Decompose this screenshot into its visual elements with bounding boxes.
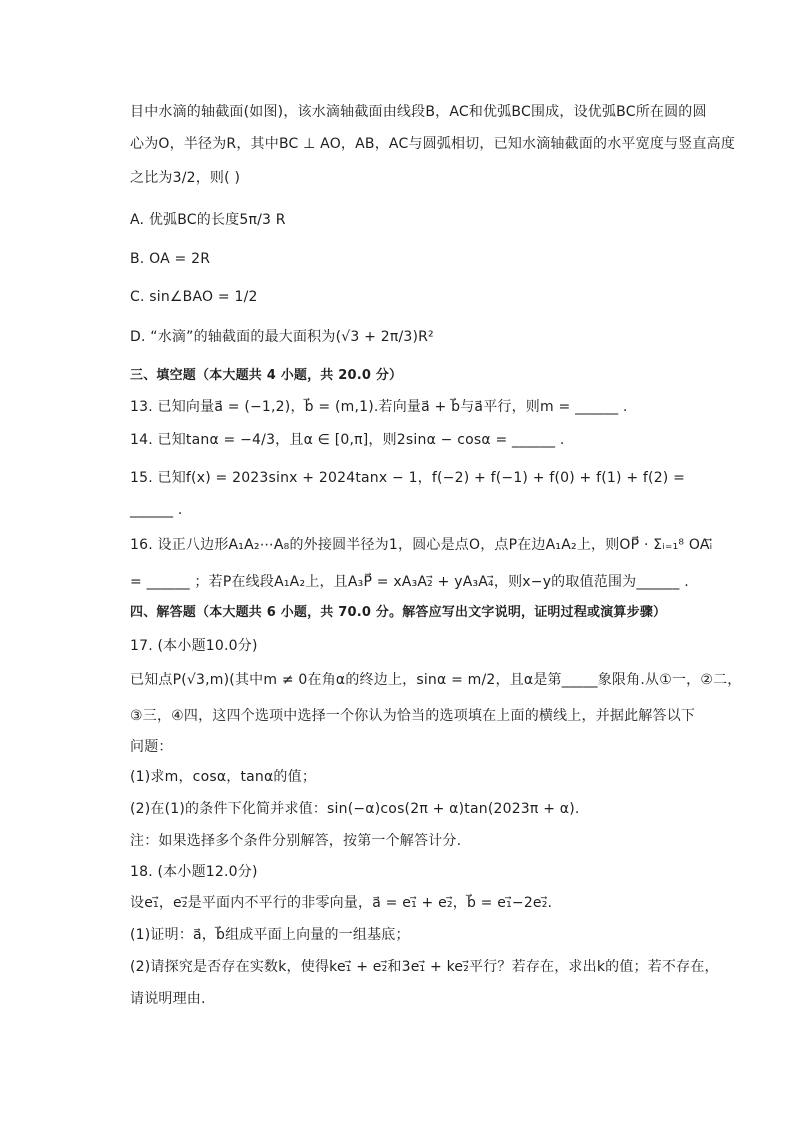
problem-17-line-3: 问题：: [130, 739, 173, 755]
problem-17-part-1: (1)求m，cosα，tanα的值；: [130, 769, 317, 785]
option-a: A. 优弧BC的长度5π/3 R: [130, 212, 286, 228]
problem-13: 13. 已知向量a⃗ = (−1,2)，b⃗ = (m,1).若向量a⃗ + b⃗与a⃗平行，则m = ______ .: [130, 399, 628, 415]
problem-14: 14. 已知tanα = −4/3，且α ∈ [0,π]，则2sinα − cosα = ______ .: [130, 432, 565, 448]
option-b: B. OA = 2R: [130, 251, 211, 267]
option-c: C. sin∠BAO = 1/2: [130, 289, 258, 305]
problem-15-line-1: 15. 已知f(x) = 2023sinx + 2024tanx − 1，f(−2) + f(−1) + f(0) + f(1) + f(2) =: [130, 470, 686, 486]
section-heading-fill-in: 三、填空题（本大题共 4 小题，共 20.0 分）: [130, 368, 403, 383]
problem-12-text-line-3: 之比为3/2，则( ): [130, 170, 241, 186]
problem-15-line-2: ______ .: [130, 502, 183, 518]
option-d: D. “水滴”的轴截面的最大面积为(√3 + 2π/3)R²: [130, 329, 434, 345]
problem-16-line-2: = ______ ；若P在线段A₁A₂上，且A₃P⃗ = xA₃A₂⃗ + yA₃A₄⃗，则x−y的取值范围为______ .: [130, 574, 689, 590]
problem-18-header: 18. (本小题12.0分): [130, 864, 258, 880]
section-heading-solutions: 四、解答题（本大题共 6 小题，共 70.0 分。解答应写出文字说明，证明过程或演算步骤）: [130, 605, 667, 620]
problem-17-line-2: ③三，④四，这四个选项中选择一个你认为恰当的选项填在上面的横线上，并据此解答以下: [130, 708, 696, 724]
problem-17-header: 17. (本小题10.0分): [130, 638, 258, 654]
problem-16-line-1: 16. 设正八边形A₁A₂⋯A₈的外接圆半径为1，圆心是点O，点P在边A₁A₂上，则OP⃗ · Σᵢ₌₁⁸ OAᵢ⃗: [130, 537, 713, 553]
problem-17-part-2: (2)在(1)的条件下化简并求值：sin(−α)cos(2π + α)tan(2023π + α).: [130, 801, 580, 817]
problem-18-line-1: 设e₁⃗，e₂⃗是平面内不平行的非零向量，a⃗ = e₁⃗ + e₂⃗，b⃗ = e₁⃗−2e₂⃗.: [130, 895, 553, 911]
problem-12-text-line-2: 心为O，半径为R，其中BC ⊥ AO，AB，AC与圆弧相切，已知水滴轴截面的水平宽度与竖直高度: [130, 136, 736, 152]
problem-17-note: 注：如果选择多个条件分别解答，按第一个解答计分.: [130, 833, 462, 849]
problem-18-part-2-cont: 请说明理由.: [130, 991, 206, 1007]
problem-18-part-2: (2)请探究是否存在实数k，使得ke₁⃗ + e₂⃗和3e₁⃗ + ke₂⃗平行？若存在，求出k的值；若不存在，: [130, 959, 719, 975]
problem-12-text-line-1: 目中水滴的轴截面(如图)，该水滴轴截面由线段B，AC和优弧BC围成，设优弧BC所在圆的圆: [130, 104, 707, 120]
problem-17-line-1: 已知点P(√3,m)(其中m ≠ 0在角α的终边上，sinα = m/2，且α是第_____象限角.从①一，②二，: [130, 672, 742, 688]
problem-18-part-1: (1)证明：a⃗，b⃗组成平面上向量的一组基底；: [130, 927, 410, 943]
